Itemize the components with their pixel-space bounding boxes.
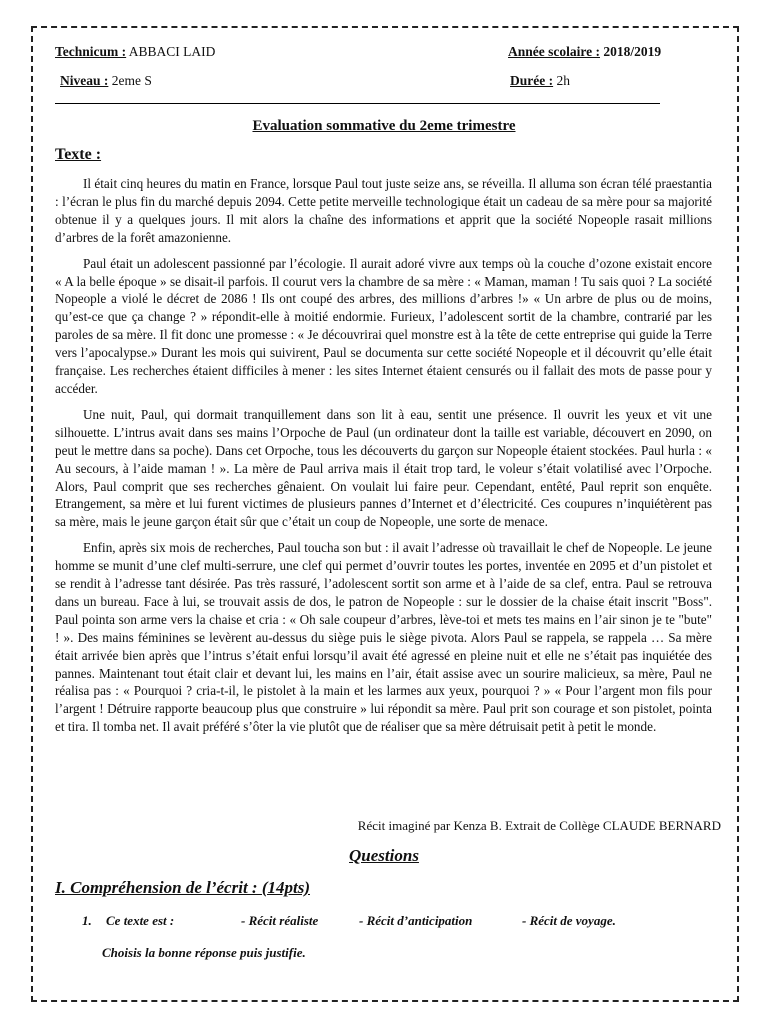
duree-field <box>510 73 570 89</box>
paragraph-3: Une nuit, Paul, qui dormait tranquillement dans son lit à eau, sentit une présence. Il ouvrit les yeux et vit une silhouette. L’intrus avait dans ses mains l’Orpoche de Paul (un ordinateur dont la taille est variable, découvert en 2090, on peut le mettre dans sa poche). Dans cet Orpoche, tous les découverts du garçon sur Nopeople étaient stockées. Paul hurla : « Au secours, à l’aide maman ! ». La mère de Paul arriva mais il était trop tard, le voleur s’était volatilisé avec l’Orpoche. Alors, Paul comprit que ses recherches gênaient. On voulait lui faire peur. Cependant, entêté, Paul reprit son enquête. Etrangement, sa mère et lui furent victimes de plusieurs pannes d’Internet et d’électricité. Ces coupures n’inquiétèrent pas sa mère, mais le jeune garçon était sûr que c’était un coup de Nopeople, une sorte de menace. <box>55 406 712 530</box>
question-1-number: 1. <box>82 913 92 928</box>
text-body <box>55 175 712 744</box>
niveau-label: Niveau : <box>60 73 109 88</box>
questions-heading: Questions <box>349 846 419 865</box>
duree-value: 2h <box>556 73 570 88</box>
paragraph-1: Il était cinq heures du matin en France, lorsque Paul tout juste seize ans, se réveilla. Il alluma son écran télé praestantia : l’écran le plus fin du marché depuis 2094. Cette petite merveille technologique était un cadeau de sa mère pour sa majorité obtenue il y a quelques jours. Il mit alors la chaîne des informations et apprit que la société Nopeople rasait millions d’arbres de la forêt amazonienne. <box>55 176 712 245</box>
section-heading: I. Compréhension de l’écrit : (14pts) <box>55 878 310 897</box>
question-1-instruction: Choisis la bonne réponse puis justifie. <box>102 945 306 960</box>
question-1-option-3: - Récit de voyage. <box>522 913 616 928</box>
technicum-field <box>55 44 215 60</box>
text-attribution: Récit imaginé par Kenza B. Extrait de Collège CLAUDE BERNARD <box>357 818 721 833</box>
question-1-option-2: - Récit d’anticipation <box>359 913 473 928</box>
paragraph-4: Enfin, après six mois de recherches, Paul toucha son but : il avait l’adresse où travaillait le chef de Nopeople. Le jeune homme se munit d’une clef multi-serrure, une clef qui permet d’ouvrir toutes les portes, inventée en 2095 et d’un pistolet et se rendit à l’adresse tant désirée. Pas très rassuré, l’adolescent sortit son arme et à l’aide de sa clef, entra. Paul se retrouva dans un bureau. Face à lui, se trouvait assis de dos, le patron de Nopeople : sur le dossier de la chaise était inscrit "Boss". Paul pointa son arme vers la chaise et cria : « Oh sale coupeur d’arbres, lève-toi et mets tes mains en l’air sinon je te "bute" ! ». Des mains féminines se levèrent au-dessus du siège puis le siège pivota. Alors Paul se rappela, se rappela … Sa mère était arrivée bien après que l’intrus s’était enfui lorsqu’il avait été agressé en pleine nuit et elle ne s’était pas inquiétée des pannes. Maintenant tout était clair et devant lui, les mains en l’air, était assise avec un sourire malicieux, sa mère, Paul ne réalisa pas : « Pourquoi ? cria-t-il, le pistolet à la main et les larmes aux yeux, pourquoi ? » « Pour l’argent mon fils pour l’argent ! Détruire rapporte beaucoup plus que construire » lui répondit sa mère. Paul prit son courage et son pistolet, pointa et tira. Il tomba net. Il avait préféré s’ôter la vie plutôt que de réaliser que sa mère détruisait petit à petit le monde. <box>55 540 712 735</box>
header-divider <box>55 103 660 104</box>
technicum-value: ABBACI LAID <box>128 44 216 59</box>
annee-value: 2018/2019 <box>603 44 662 59</box>
exam-title: Evaluation sommative du 2eme trimestre <box>252 118 516 134</box>
paragraph-2: Paul était un adolescent passionné par l’écologie. Il aurait adoré vivre aux temps où la couche d’ozone existait encore « A la belle époque » se disait-il parfois. Il courut vers la chambre de sa mère : « Maman, maman ! Tu sais quoi ? La société Nopeople a violé le décret de 2086 ! Ils ont coupé des arbres, des millions d’arbres !» « Un arbre de plus ou de moins, qu’est-ce que ça change ? » répondit-elle à moitié endormie. Furieux, l’adolescent sortit de la chambre, contrarié par les paroles de sa mère. Il fit donc une promesse : « Je découvrirai quel monstre est à la tête de cette entreprise qui guide la Terre vers l’apocalypse.» Durant les mois qui suivirent, Paul se documenta sur cette société Nopeople et il découvrit qu’elle était française. Les recherches étaient difficiles à mener : les sites Internet étaient censurés ou il fallait des mots de passe pour y accéder. <box>55 255 712 396</box>
niveau-field <box>60 73 152 89</box>
question-1-option-1: - Récit réaliste <box>241 913 319 928</box>
technicum-label: Technicum : <box>55 44 127 59</box>
niveau-value: 2eme S <box>111 73 152 88</box>
annee-label: Année scolaire : <box>508 44 600 59</box>
question-1-prompt: Ce texte est : <box>106 913 175 928</box>
duree-label: Durée : <box>510 73 554 88</box>
annee-field <box>508 44 661 60</box>
texte-heading: Texte : <box>55 146 102 163</box>
